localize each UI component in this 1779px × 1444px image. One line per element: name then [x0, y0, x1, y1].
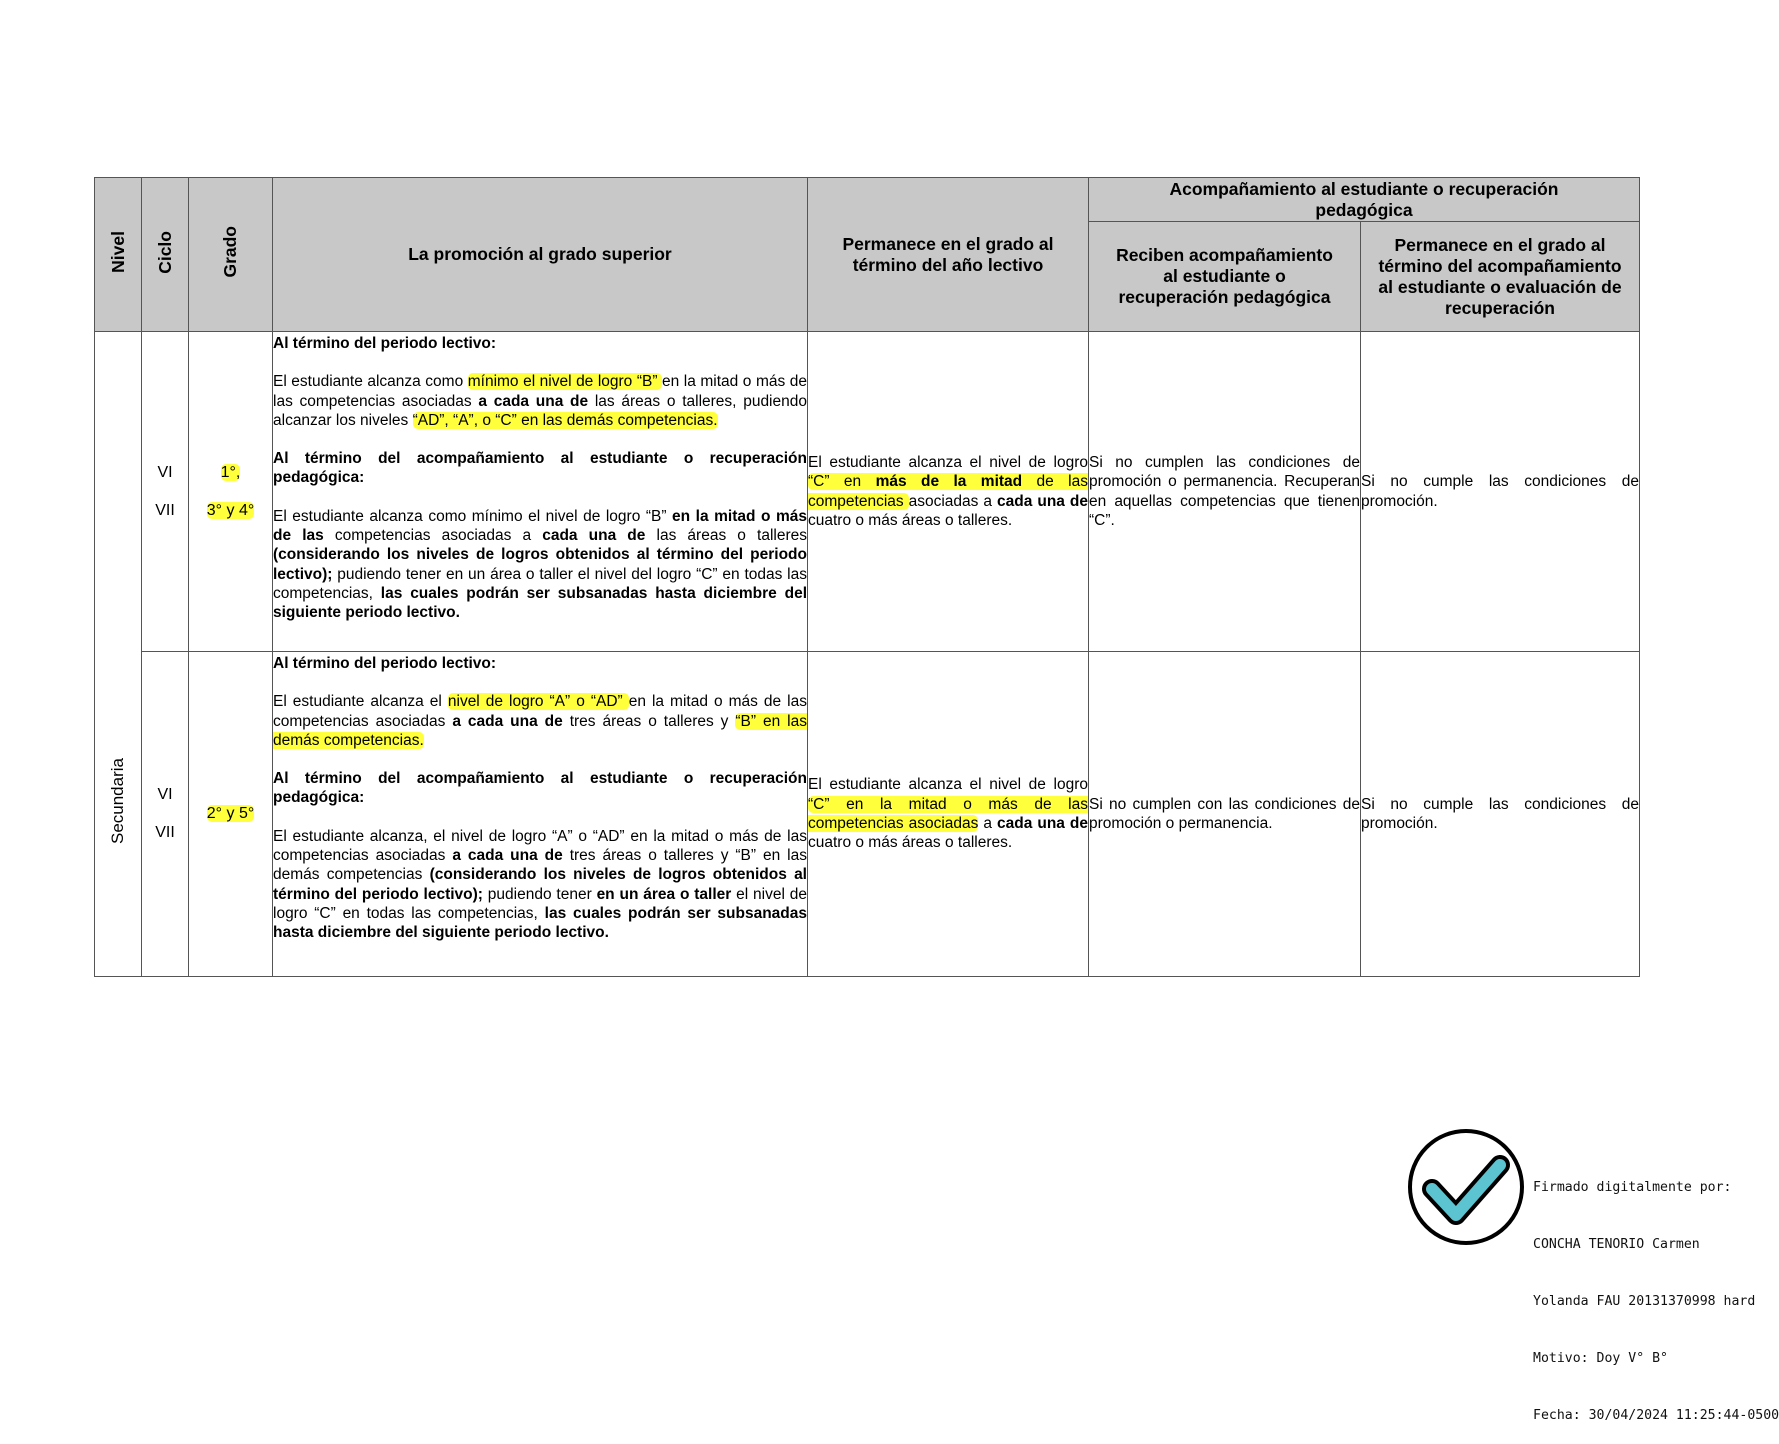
- promocion-paragraph: El estudiante alcanza como mínimo el nivel de logro “B” en la mitad o más de las competencias asociadas a cada una de las áreas o talleres, pudiendo alcanzar los niveles “AD”, “A”, o “C” en las demás competencias.: [273, 373, 807, 429]
- ciclo-cell: VI VII: [142, 332, 189, 652]
- header-reciben: Reciben acompañamiento al estudiante o recuperación pedagógica: [1089, 222, 1361, 332]
- promocion-paragraph: El estudiante alcanza como mínimo el nivel de logro “B” en la mitad o más de las competencias asociadas a cada una de las áreas o talleres (considerando los niveles de logros obtenidos al término del periodo lectivo); pudiendo tener en un área o taller el nivel del logro “C” en todas las competencias, las cuales podrán ser subsanadas hasta diciembre del siguiente periodo lectivo.: [273, 507, 808, 622]
- header-promocion: La promoción al grado superior: [273, 178, 808, 332]
- header-permanece: Permanece en el grado al término del año lectivo: [808, 178, 1089, 332]
- header-ciclo: Ciclo: [142, 178, 189, 332]
- grado-highlight: 1°,: [220, 463, 241, 481]
- header-grado: Grado: [189, 178, 273, 332]
- grado-cell: [189, 652, 273, 977]
- permanece-acompanamiento-cell: Si no cumple las condiciones de promoción.: [1361, 332, 1640, 652]
- table-row: [95, 332, 1640, 652]
- promocion-cell: Al término del periodo lectivo: El estudiante alcanza el nivel de logro “A” o “AD” en la mitad o más de las competencias asociadas a cada una de tres áreas o talleres y “B” en las demás competencias. Al término del acompañamiento al estudiante o recuperación pedagógica: El estudiante alcanza, el nivel de logro “A” o “AD” en la mitad o más de las competencias asociadas a cada una de tres áreas o talleres y “B” en las demás competencias (considerando los niveles de logros obtenidos al término del periodo lectivo); pudiendo tener en un área o taller el nivel de logro “C” en todas las competencias, las cuales podrán ser subsanadas hasta diciembre del siguiente periodo lectivo.: [273, 652, 808, 977]
- permanece-cell: El estudiante alcanza el nivel de logro “C” en la mitad o más de las competencias asociadas a cada una de cuatro o más áreas o talleres.: [808, 652, 1089, 977]
- reciben-cell: Si no cumplen las condiciones de promoción o permanencia. Recuperan en aquellas competencias que tienen “C”.: [1089, 332, 1361, 652]
- promocion-paragraph: El estudiante alcanza el nivel de logro “A” o “AD” en la mitad o más de las competencias asociadas a cada una de tres áreas o talleres y “B” en las demás competencias.: [273, 693, 807, 749]
- grado-cell: [189, 332, 273, 652]
- permanece-acompanamiento-cell: Si no cumple las condiciones de promoción.: [1361, 652, 1640, 977]
- header-nivel: Nivel: [95, 178, 142, 332]
- nivel-cell: Secundaria: [95, 332, 142, 977]
- reciben-cell: Si no cumplen con las condiciones de promoción o permanencia.: [1089, 652, 1361, 977]
- promocion-paragraph: El estudiante alcanza, el nivel de logro “A” o “AD” en la mitad o más de las competencias asociadas a cada una de tres áreas o talleres y “B” en las demás competencias (considerando los niveles de logros obtenidos al término del periodo lectivo); pudiendo tener en un área o taller el nivel de logro “C” en todas las competencias, las cuales podrán ser subsanadas hasta diciembre del siguiente periodo lectivo.: [273, 827, 807, 942]
- permanece-cell: El estudiante alcanza el nivel de logro “C” en más de la mitad de las competencias asociadas a cada una de cuatro o más áreas o talleres.: [808, 332, 1089, 652]
- header-permanece-acompanamiento: Permanece en el grado al término del acompañamiento al estudiante o evaluación de recuperación: [1361, 222, 1640, 332]
- grado-highlight: 2° y 5°: [206, 805, 255, 822]
- promocion-cell: Al término del periodo lectivo: El estudiante alcanza como mínimo el nivel de logro “B” en la mitad o más de las competencias asociadas a cada una de las áreas o talleres, pudiendo alcanzar los niveles “AD”, “A”, o “C” en las demás competencias. Al término del acompañamiento al estudiante o recuperación pedagógica: El estudiante alcanza como mínimo el nivel de logro “B” en la mitad o más de las competencias asociadas a cada una de las áreas o talleres (considerando los niveles de logros obtenidos al término del periodo lectivo); pudiendo tener en un área o taller el nivel del logro “C” en todas las competencias, las cuales podrán ser subsanadas hasta diciembre del siguiente periodo lectivo.: [273, 332, 808, 652]
- signature-text: Firmado digitalmente por: CONCHA TENORIO Carmen Yolanda FAU 20131370998 hard Motivo: Doy V° B° Fecha: 30/04/2024 11:25:44-0500: [1533, 1180, 1779, 1423]
- table-row: [95, 652, 1640, 977]
- grado-highlight: 3° y 4°: [206, 501, 255, 519]
- header-acompanamiento: Acompañamiento al estudiante o recuperación pedagógica: [1089, 178, 1640, 222]
- promotion-table: [94, 177, 1640, 977]
- ciclo-cell: VI VII: [142, 652, 189, 977]
